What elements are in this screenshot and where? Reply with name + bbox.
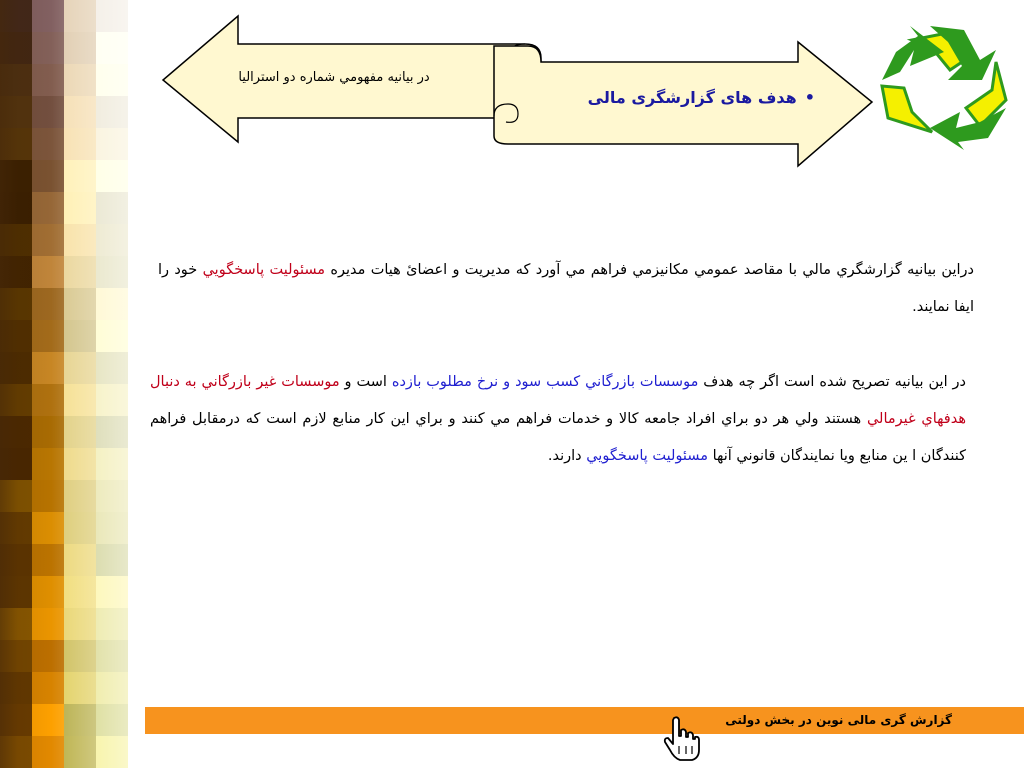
mosaic-tile <box>96 608 128 640</box>
mosaic-tile <box>96 736 128 768</box>
mosaic-tile <box>64 544 96 576</box>
mosaic-tile <box>64 512 96 544</box>
left-banner-label: در بيانيه مفهومي شماره دو استراليا <box>238 70 430 85</box>
mosaic-tile <box>0 384 32 416</box>
mosaic-tile <box>96 384 128 416</box>
paragraph-1 <box>158 252 974 326</box>
right-banner-heading <box>560 88 815 107</box>
mosaic-tile <box>0 352 32 384</box>
mosaic-tile <box>0 416 32 448</box>
hand-pointer-icon <box>662 716 702 762</box>
mosaic-tile <box>0 608 32 640</box>
mosaic-tile <box>32 480 64 512</box>
mosaic-tile <box>32 736 64 768</box>
mosaic-tile <box>32 192 64 224</box>
mosaic-tile <box>96 288 128 320</box>
mosaic-tile <box>64 416 96 448</box>
mosaic-tile <box>96 192 128 224</box>
mosaic-tile <box>0 544 32 576</box>
mosaic-tile <box>64 224 96 256</box>
mosaic-tile <box>64 640 96 672</box>
mosaic-tile <box>32 352 64 384</box>
mosaic-tile <box>96 704 128 736</box>
mosaic-tile <box>32 640 64 672</box>
mosaic-tile <box>0 448 32 480</box>
paragraph-2-blue-highlight-2: مسئوليت پاسخگويي <box>586 448 709 464</box>
mosaic-tile <box>96 640 128 672</box>
mosaic-tile <box>32 256 64 288</box>
recycle-icon <box>882 26 1006 150</box>
mosaic-tile <box>96 320 128 352</box>
mosaic-tile <box>96 480 128 512</box>
mosaic-tile <box>96 416 128 448</box>
mosaic-tile <box>64 448 96 480</box>
mosaic-tile <box>64 288 96 320</box>
mosaic-tile <box>64 384 96 416</box>
mosaic-tile <box>0 576 32 608</box>
mosaic-tile <box>64 480 96 512</box>
paragraph-2 <box>150 364 966 475</box>
mosaic-tile <box>32 288 64 320</box>
mosaic-tile <box>96 256 128 288</box>
mosaic-tile <box>96 512 128 544</box>
mosaic-tile <box>0 192 32 224</box>
mosaic-tile <box>32 224 64 256</box>
mosaic-tile <box>32 704 64 736</box>
mosaic-tile <box>0 480 32 512</box>
mosaic-tile <box>0 704 32 736</box>
mosaic-tile <box>0 512 32 544</box>
mosaic-tile <box>32 512 64 544</box>
footer-title: گزارش گری مالی نوین در بخش دولتی <box>725 713 952 727</box>
mosaic-tile <box>96 672 128 704</box>
mosaic-tile <box>0 320 32 352</box>
heading-text: هدف های گزارشگری مالی <box>587 88 797 107</box>
paragraph-1-highlight: مسئوليت پاسخگويي <box>202 262 326 278</box>
mosaic-tile <box>64 576 96 608</box>
mosaic-tile <box>32 576 64 608</box>
mosaic-tile <box>96 352 128 384</box>
mosaic-tile <box>32 320 64 352</box>
mosaic-tile <box>64 352 96 384</box>
mosaic-tile <box>96 576 128 608</box>
paragraph-1-end: خود را ايفا نمايند. <box>158 262 974 315</box>
mosaic-tile <box>0 640 32 672</box>
mosaic-tile <box>96 224 128 256</box>
mosaic-tile <box>0 256 32 288</box>
mosaic-tile <box>32 608 64 640</box>
paragraph-2-red-highlight: موسسات غير بازرگاني به دنبال هدفهاي غيرمالي <box>150 374 966 427</box>
mosaic-tile <box>0 672 32 704</box>
mosaic-tile <box>96 544 128 576</box>
bullet-icon: • <box>804 88 815 107</box>
mosaic-tile <box>32 672 64 704</box>
mosaic-tile <box>64 704 96 736</box>
mosaic-tile <box>0 288 32 320</box>
paragraph-2-text-3: هستند ولي هر دو براي افراد جامعه كالا و خدمات فراهم مي كنند و براي اين كار منابع لازم است كه درمقابل فراهم كنندگان ا ين منابع ويا نمايندگان قانوني آنها <box>150 411 966 464</box>
mosaic-tile <box>32 416 64 448</box>
paragraph-2-text: در اين بيانيه تصريح شده است اگر چه هدف <box>698 374 967 390</box>
paragraph-1-text: دراين بيانيه گزارشگري مالي با مقاصد عمومي مكانيزمي فراهم مي آورد كه مديريت و اعضائ هيات مديره <box>325 262 974 278</box>
mosaic-tile <box>64 256 96 288</box>
banner-graphics <box>0 0 1024 180</box>
mosaic-tile <box>64 192 96 224</box>
mosaic-tile <box>64 736 96 768</box>
mosaic-tile <box>0 736 32 768</box>
paragraph-2-blue-highlight: موسسات بازرگاني كسب سود و نرخ مطلوب بازده <box>391 374 699 390</box>
paragraph-2-text-2: است و <box>339 374 392 390</box>
mosaic-tile <box>32 544 64 576</box>
mosaic-tile <box>96 448 128 480</box>
mosaic-tile <box>64 320 96 352</box>
paragraph-2-end: دارند. <box>547 448 587 464</box>
mosaic-tile <box>0 224 32 256</box>
mosaic-tile <box>32 384 64 416</box>
mosaic-tile <box>32 448 64 480</box>
mosaic-tile <box>64 608 96 640</box>
mosaic-tile <box>64 672 96 704</box>
